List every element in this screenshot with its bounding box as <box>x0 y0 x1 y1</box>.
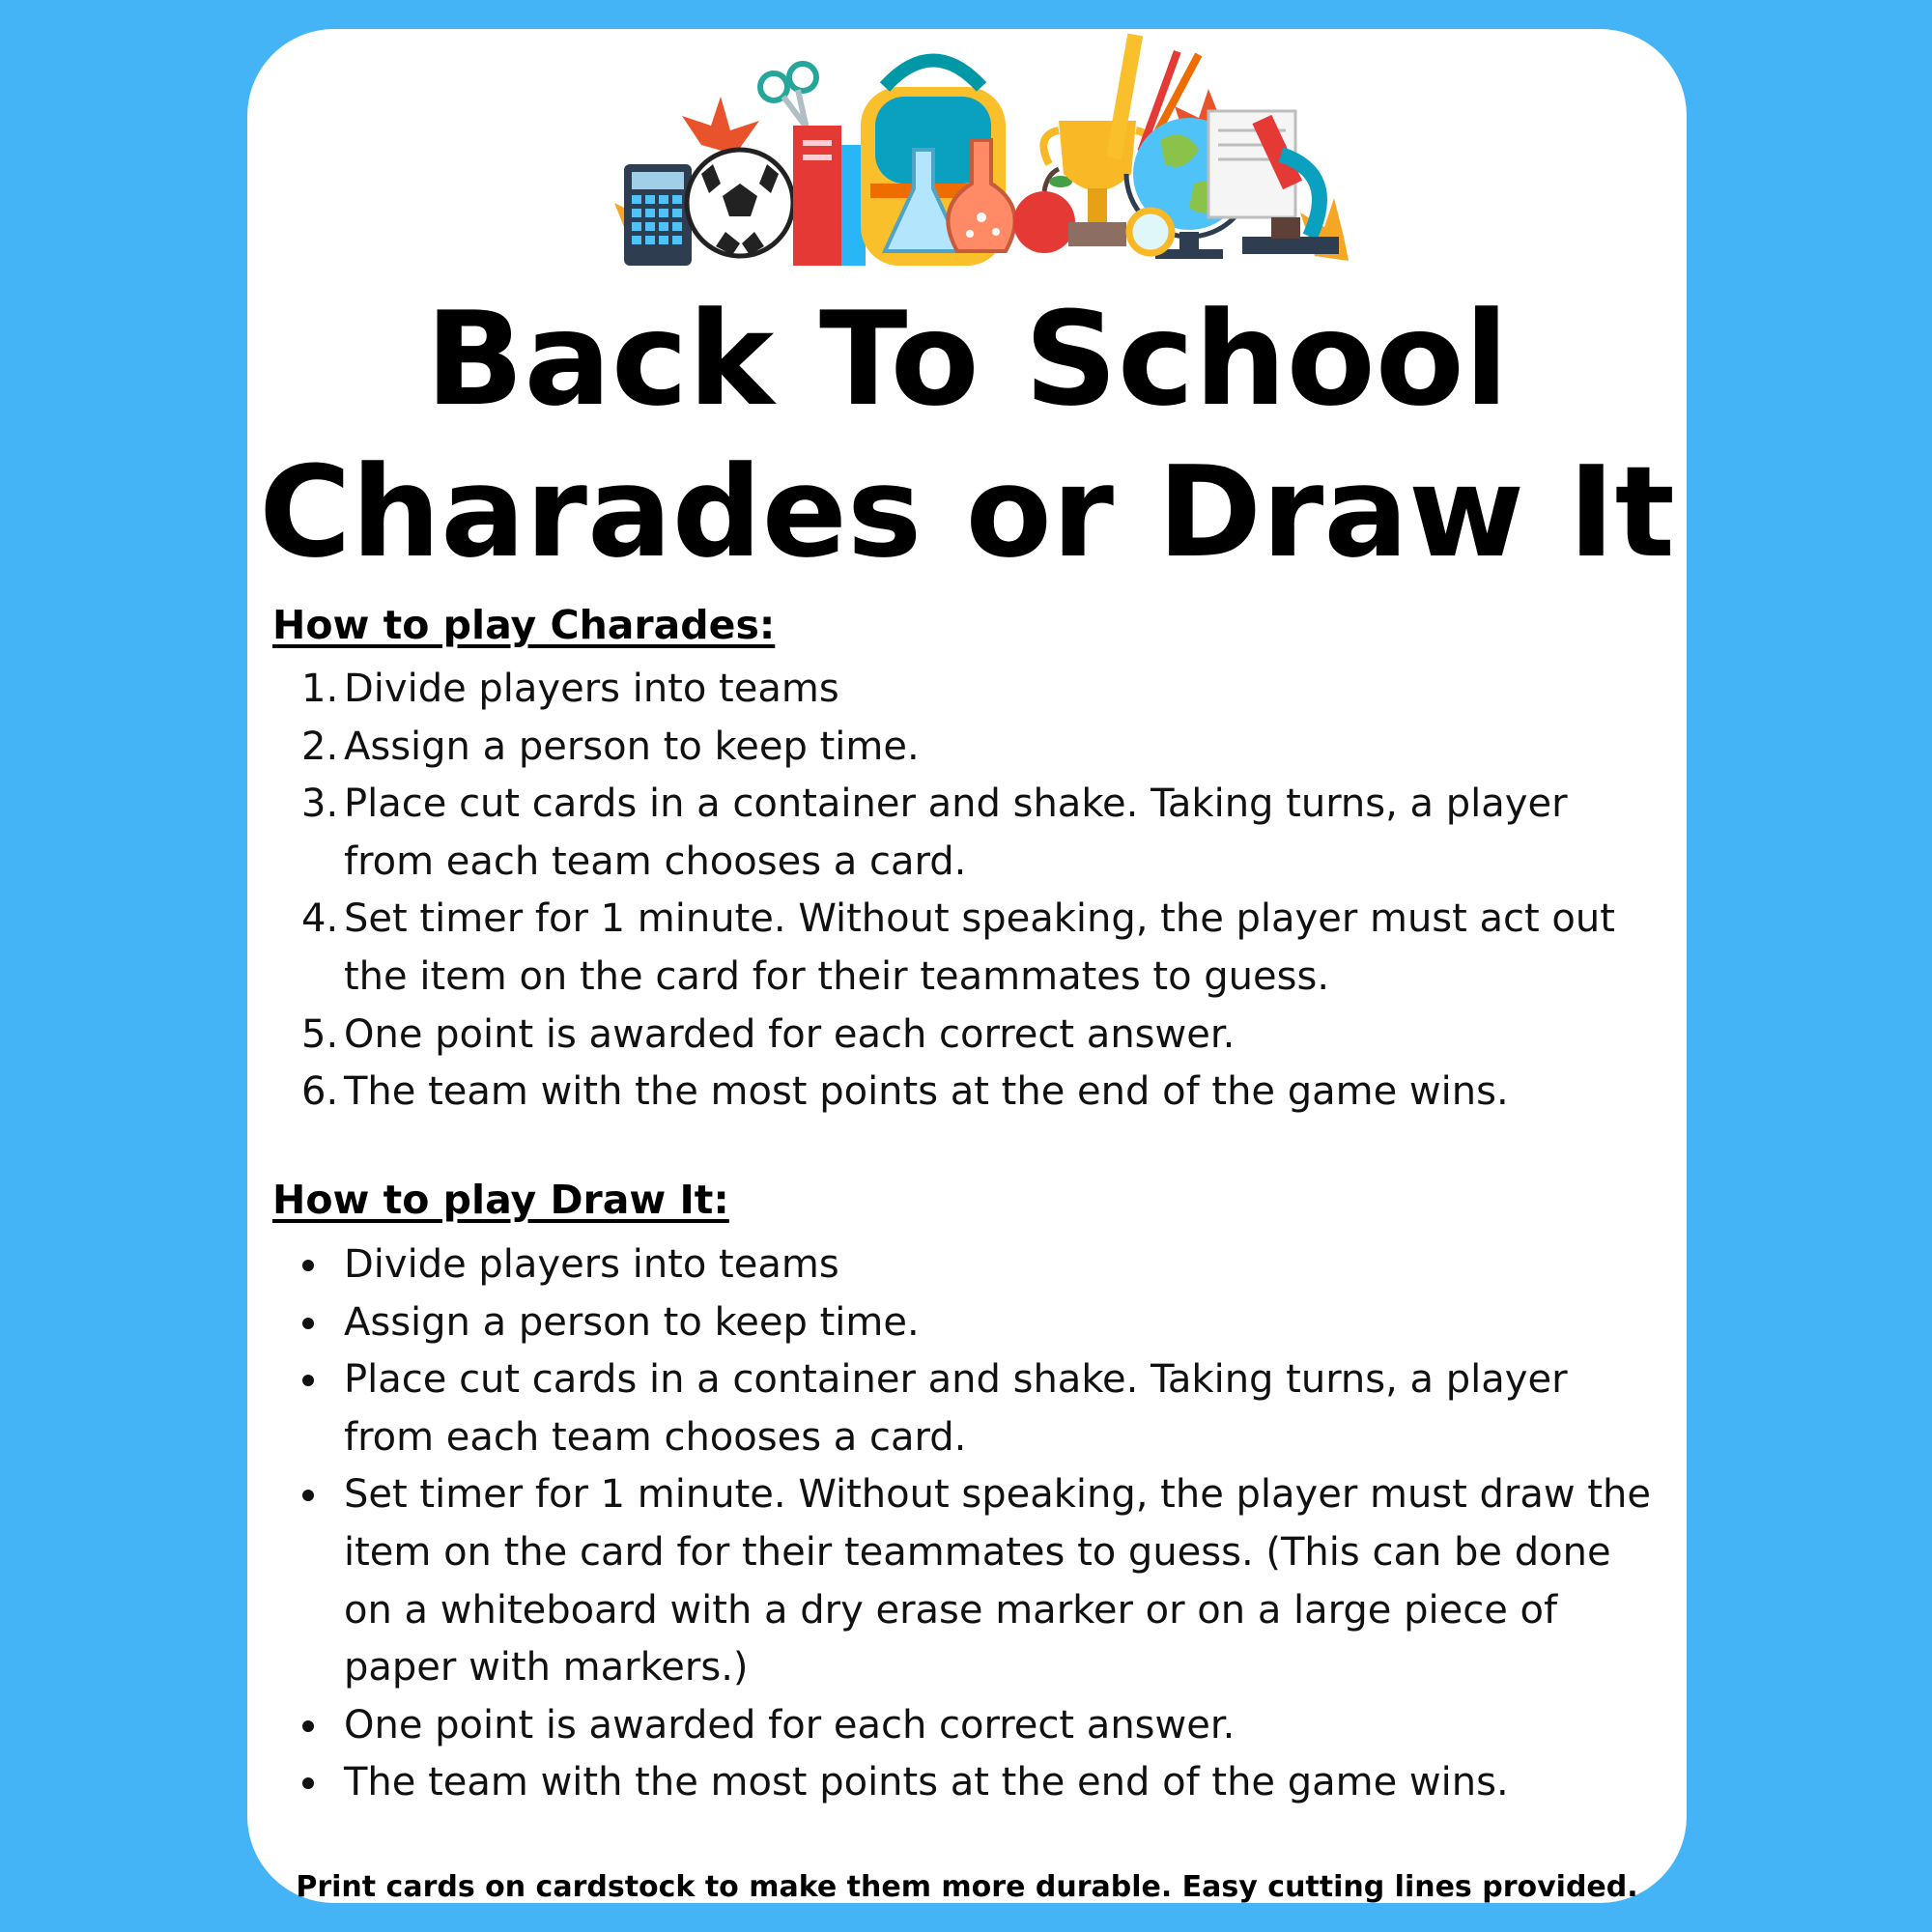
list-item <box>247 1466 1658 1696</box>
list-item <box>247 661 1658 719</box>
apple-icon <box>1013 169 1075 253</box>
step-text: Divide players into teams <box>344 1242 839 1287</box>
step-text: Divide players into teams <box>344 667 839 711</box>
soccer-ball-icon <box>687 150 793 256</box>
list-item <box>247 1754 1658 1812</box>
drawit-steps <box>247 1236 1658 1812</box>
list-item <box>247 1236 1658 1294</box>
bullet-icon <box>302 1260 314 1271</box>
step-text: One point is awarded for each correct answer. <box>344 1702 1236 1747</box>
step-text: Assign a person to keep time. <box>344 1299 920 1345</box>
list-item <box>247 891 1658 1006</box>
step-text: Set timer for 1 minute. Without speaking, the player must draw the item on the card for their teammates to guess. (This can be done on a whiteboard with a dry erase marker or on a large piece of paper with markers.) <box>344 1472 1651 1690</box>
list-item <box>247 1064 1658 1122</box>
calculator-icon <box>624 164 692 266</box>
list-item <box>247 1351 1658 1466</box>
footer-note: Print cards on cardstock to make them more durable. Easy cutting lines provided. <box>296 1870 1638 1904</box>
step-text: Set timer for 1 minute. Without speaking, the player must act out the item on the card for their teammates to guess. <box>344 896 1615 999</box>
step-number: 6. <box>301 1069 339 1115</box>
list-item <box>247 776 1658 891</box>
step-number: 5. <box>301 1011 339 1057</box>
step-number: 1. <box>301 667 339 711</box>
title-line-1: Back To School <box>425 284 1509 435</box>
bullet-icon <box>302 1777 314 1789</box>
step-text: The team with the most points at the end of the game wins. <box>344 1760 1509 1805</box>
ruler-icon <box>1106 34 1143 160</box>
magnifier-icon <box>1129 211 1172 253</box>
drawit-heading: How to play Draw It: <box>272 1177 729 1223</box>
bullet-icon <box>302 1490 314 1501</box>
bullet-icon <box>302 1720 314 1732</box>
instruction-card <box>247 29 1687 1903</box>
books-icon <box>793 126 866 266</box>
school-supplies-banner <box>605 29 1349 270</box>
step-number: 2. <box>301 724 339 769</box>
list-item <box>247 719 1658 777</box>
bullet-icon <box>302 1375 314 1386</box>
charades-heading: How to play Charades: <box>272 602 776 648</box>
step-text: Assign a person to keep time. <box>344 724 920 769</box>
charades-steps <box>247 661 1658 1122</box>
step-number: 3. <box>301 781 339 827</box>
step-text: One point is awarded for each correct answer. <box>344 1011 1236 1057</box>
list-item <box>247 1294 1658 1352</box>
step-text: Place cut cards in a container and shake. Taking turns, a player from each team chooses a card. <box>344 1357 1568 1460</box>
list-item <box>247 1697 1658 1755</box>
bullet-icon <box>302 1318 314 1329</box>
step-text: Place cut cards in a container and shake. Taking turns, a player from each team chooses a card. <box>344 781 1568 884</box>
title-line-2: Charades or Draw It <box>259 439 1675 585</box>
list-item <box>247 1007 1658 1065</box>
step-number: 4. <box>301 896 339 942</box>
step-text: The team with the most points at the end of the game wins. <box>344 1069 1509 1115</box>
